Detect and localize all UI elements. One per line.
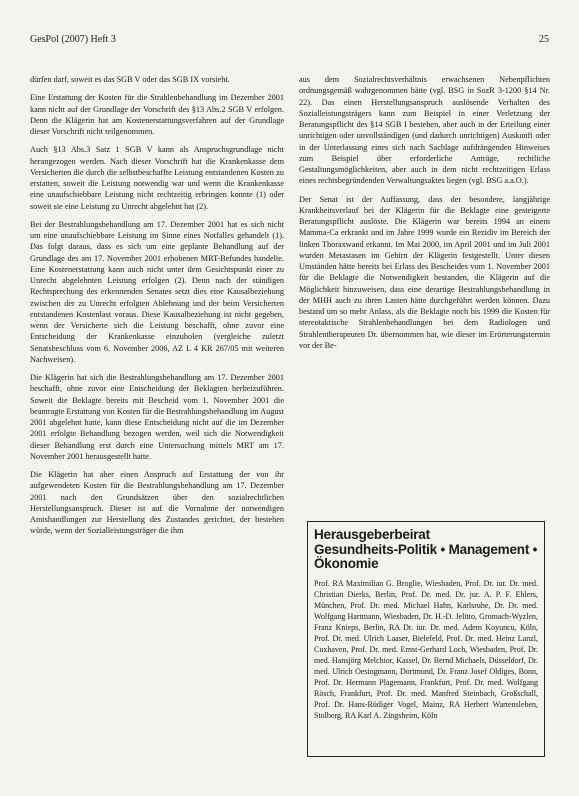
paragraph: Auch §13 Abs.3 Satz 1 SGB V kann als Anspruchsgrundlage nicht herangezogen werden. Nach dieser Vorschrift hat die Krankenkasse dem Versicherten die durch die selbstbeschaffte Leistung entstandenen Kosten zu erstatten, soweit die Leistung notwendig war und wenn die Krankenkasse eine unaufschiebbare Leistung nicht rechtzeitig erbringen konnte (1) oder soweit sie eine Leistung zu Unrecht abgelehnt hat (2). xyxy=(30,145,284,211)
paragraph: Bei der Bestrahlungsbehandlung am 17. Dezember 2001 hat es sich nicht um eine unaufschiebbare Leistung im Sinne eines Notfalles gehandelt (1). Das folgt daraus, dass es sich um eine geplante Behandlung auf der Grundlage des am 17. November 2001 erhobenen MRT-Befundes handelte. Eine Kostenerstattung kann auch nicht unter dem Gesichtspunkt einer zu Unrecht abgelehnten Leistung erfolgen (2). Denn nach der ständigen Rechtsprechung des erkennenden Senates setzt dies eine Kausalbeziehung zwischen der zu Unrecht erfolgten Ablehnung und der beim Versicherten entstandenen Kostenlast voraus. Diese Kausalbeziehung ist nicht gegeben, wenn der Versicherte sich die Leistung beschafft, ohne zuvor eine Entscheidung der Krankenkasse einzuholen (vergleiche zuletzt Senatsbeschluss vom 6. November 2006, AZ L 4 KR 267/05 mit weiteren Nachweisen). xyxy=(30,219,284,364)
page-number: 25 xyxy=(539,34,549,45)
editorial-board-members: Prof. RA Maximilian G. Broglie, Wiesbaden, Prof. Dr. iur. Dr. med. Christian Dierks, Berlin, Prof. Dr. med. Dr. jur. A. P. F. Ehlers, München, Prof. Dr. med. Michael Hahn, Karlsruhe, Dr. Dr. med. Wolfgang Hartmann, Wiesbaden, Dr. H.-D. Jelitto, Gromach-Wyzlen, Franz Knieps, Berlin, RA Dr. iur. Dr. med. Adem Koyuncu, Köln, Prof. Dr. med. Ulrich Laaser, Bielefeld, Prof. Dr. med. Heinz Lanzl, Cuxhaven, Prof. Dr. med. Ernst-Gerhard Loch, Wiesbaden, Prof. Dr. med. Hansjörg Melchior, Kassel, Dr. Bernd Michaels, Düsseldorf, Dr. med. Ulrich Oesingmann, Dortmund, Dr. Franz Josef Oldiges, Bonn, Prof. Dr. Hermann Plagemann, Frankfurt, Prof. Dr. med. Wolfgang Rösch, Frankfurt, Prof. Dr. med. Manfred Steinbach, Großschall, Prof. Dr. Hans-Rüdiger Vogel, Mainz, RA Herbert Wartensleben, Stolberg, RA Karl A. Zingsheim, Köln xyxy=(314,578,538,720)
editorial-board-heading xyxy=(314,528,538,572)
left-text-column xyxy=(30,74,284,544)
journal-reference: GesPol (2007) Heft 3 xyxy=(30,34,116,45)
paragraph: Die Klägerin hat aber einen Anspruch auf Erstattung der von ihr aufgewendeten Kosten für die Bestrahlungsbehandlung am 17. Dezember 2001 nach den Grundsätzen über den sozialrechtlichen Herstellungsanspruch. Dieser ist auf die Vornahme der notwendigen Amtshandlungen zur Herstellung des Zustandes gerichtet, der bestehen würde, wenn der Sozialleistungsträger die ihm xyxy=(30,470,284,536)
heading-line: Gesundheits-Politik • Management • xyxy=(314,541,538,557)
paragraph: Die Klägerin hat sich die Bestrahlungsbehandlung am 17. Dezember 2001 beschafft, ohne zuvor eine Entscheidung der Beklagten herbeizuführen. Soweit die Beklagte bereits mit Bescheid vom 1. November 2001 die beantragte Erstattung von Kosten für die Bestrahlungsbehandlung im August 2001 abgelehnt hatte, kann diese Entscheidung nicht auf die im Dezember 2001 erfolgte Behandlung bezogen werden, weil sich die Notwendigkeit dieser Behandlung erst durch eine Untersuchung mittels MRT am 17. November 2001 herausgestellt hatte. xyxy=(30,373,284,461)
editorial-board-box xyxy=(307,521,545,757)
running-header xyxy=(30,34,549,48)
paragraph: Der Senat ist der Auffassung, dass der besondere, langjährige Krankheitsverlauf bei der Klägerin für die Beklagte eine gesteigerte Beratungspflicht auslöste. Die Klägerin war bereits 1994 an einem Mamma-Ca erkrankt und im Jahre 1999 wurde ein Rezidiv im Bereich der linken Thoraxwand erkannt. Im Mai 2000, im April 2001 und im Juli 2001 wurden Metastasen im Gehirn der Klägerin festgestellt. Unter diesen Umständen hätte bereits bei Erlass des Bescheides vom 1. November 2001 für die Beklagte die Notwendigkeit bestanden, die Klägerin auf die Möglichkeit hinzuweisen, dass eine derartige Bestrahlungsbehandlung in der MHH auch zu ihren Lasten hätte durchgeführt werden können. Dazu bestand um so mehr Anlass, als die Beklagte noch bis 1999 die Kosten für stereotaktische Strahlenbehandlungen bei dem Radiologen und Strahlentherapeuten Dr. übernommen hat, wie dieser im Erörterungstermin vor der Be- xyxy=(299,194,550,350)
right-text-column xyxy=(299,74,550,358)
heading-line: Herausgeberbeirat xyxy=(314,527,430,542)
paragraph: aus dem Sozialrechtsverhältnis erwachsenen Nebenpflichten ordnungsgemäß wahrgenommen hätte (vgl. BSG in SozR 3-1200 §14 Nr. 22). Das einen Herstellungsanspruch auslösende Verhalten des Sozialleistungsträgers kann zum Beispiel in einer Verletzung der Beratungspflicht des §14 SGB I bestehen, aber auch in der Erteilung einer unrichtigen oder unvollständigen (und dadurch unrichtigen) Auskunft oder in der Unterlassung eines sich nach Sachlage aufdrängenden Hinweises zum Beispiel über erforderliche Anträge, rechtliche Gestaltungsmöglichkeiten, aber auch in dem nicht rechtzeitigen Erlass eines rechtsbegründenden Verwaltungsaktes liegen (vgl. BSG a.a.O.). xyxy=(299,75,550,186)
heading-line: Ökonomie xyxy=(314,556,379,571)
paragraph: dürfen darf, soweit es das SGB V oder das SGB IX vorsieht. xyxy=(30,75,230,84)
paragraph: Eine Erstattung der Kosten für die Strahlenbehandlung im Dezember 2001 kann nicht auf der Grundlage der Vorschrift des §13 Abs.2 SGB V erfolgen. Denn die Klägerin hat am Kostenerstattungsverfahren auf der Grundlage dieser Vorschrift nicht teilgenommen. xyxy=(30,93,284,136)
